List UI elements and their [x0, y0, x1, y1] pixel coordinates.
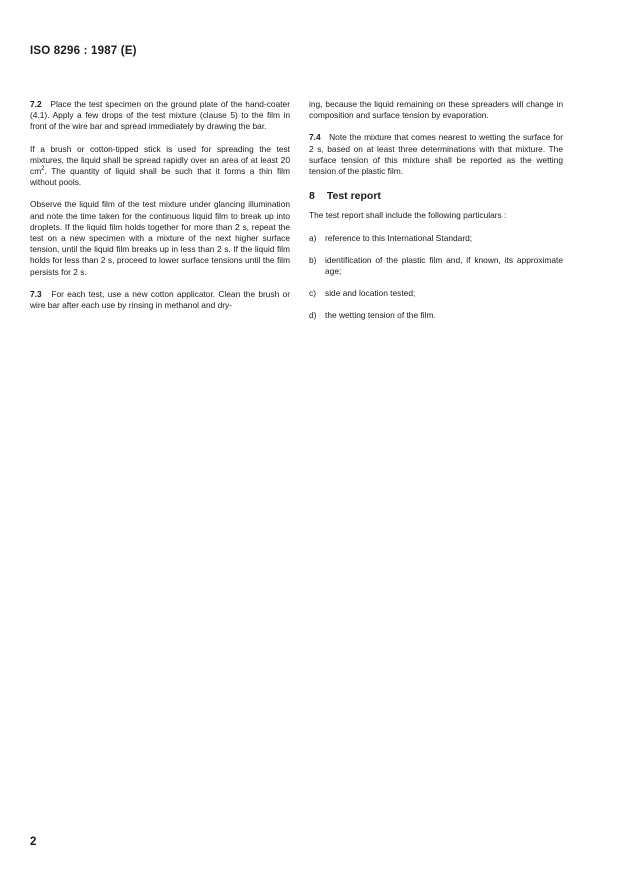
- list-letter: a): [309, 232, 317, 243]
- section-number: 8: [309, 190, 315, 203]
- clause-number: 7.2: [30, 99, 42, 109]
- paragraph-brush: [30, 144, 290, 189]
- list-text: reference to this International Standard;: [325, 232, 473, 243]
- list-letter: c): [309, 288, 316, 299]
- paragraph-text: ing, because the liquid remaining on these spreaders will change in composition and surface tension by evaporation.: [309, 99, 563, 121]
- list-text: identification of the plastic film and, if known, its approximate age;: [325, 254, 563, 277]
- document-header: ISO 8296 : 1987 (E): [30, 45, 137, 57]
- list-letter: d): [309, 310, 317, 321]
- list-item: [309, 255, 563, 277]
- paragraph-observe: [30, 199, 290, 277]
- section-title: Test report: [326, 190, 381, 203]
- paragraph-7-2: [30, 99, 290, 133]
- right-column: [309, 99, 563, 333]
- clause-text: Note the mixture that comes nearest to wetting the surface for 2 s, based on at least three determinations with that mixture. The surface tension of this mixture shall be reported as the wetting tension of the plastic film.: [309, 132, 564, 177]
- paragraph-text: Observe the liquid film of the test mixture under glancing illumination and note the time taken for the continuous liquid film to break up into droplets. If the liquid film holds together for more than 2 s, repeat the test on a new specimen with a mixture of the next higher surface tension, until the liquid film breaks up in less than 2 s. If the liquid film holds for less than 2 s, proceed to lower surface tensions until the film persists for 2 s.: [30, 199, 290, 277]
- clause-text: For each test, use a new cotton applicator. Clean the brush or wire bar after each use by rinsing in methanol and dry-: [30, 288, 290, 311]
- clause-text: Place the test specimen on the ground plate of the hand-coater (4.1). Apply a few drops of the test mixture (clause 5) to the film in front of the wire bar and spread immediately by drawing the bar.: [30, 99, 290, 132]
- list-item: [309, 310, 563, 321]
- superscript: 2: [41, 166, 45, 173]
- clause-number: 7.4: [309, 132, 321, 143]
- list-text: the wetting tension of the film.: [325, 310, 436, 321]
- section-8-heading: [309, 191, 563, 202]
- section-8-intro: [309, 210, 563, 221]
- paragraph-text: If a brush or cotton-tipped stick is used for spreading the test mixtures, the liquid shall be spread rapidly over an area of at least 20 cm: [30, 143, 290, 177]
- list-item: [309, 233, 563, 244]
- paragraph-text: . The quantity of liquid shall be such that it forms a thin film without pools.: [30, 166, 290, 188]
- list-item: [309, 288, 563, 299]
- paragraph-text: The test report shall include the following particulars :: [309, 210, 507, 221]
- left-column: [30, 99, 290, 322]
- list-letter: b): [309, 254, 317, 265]
- paragraph-7-3: [30, 289, 290, 311]
- paragraph-7-4: [309, 132, 563, 177]
- list-text: side and location tested;: [325, 288, 416, 299]
- page-number: 2: [30, 836, 37, 848]
- clause-number: 7.3: [30, 288, 42, 299]
- paragraph-continued: [309, 99, 563, 121]
